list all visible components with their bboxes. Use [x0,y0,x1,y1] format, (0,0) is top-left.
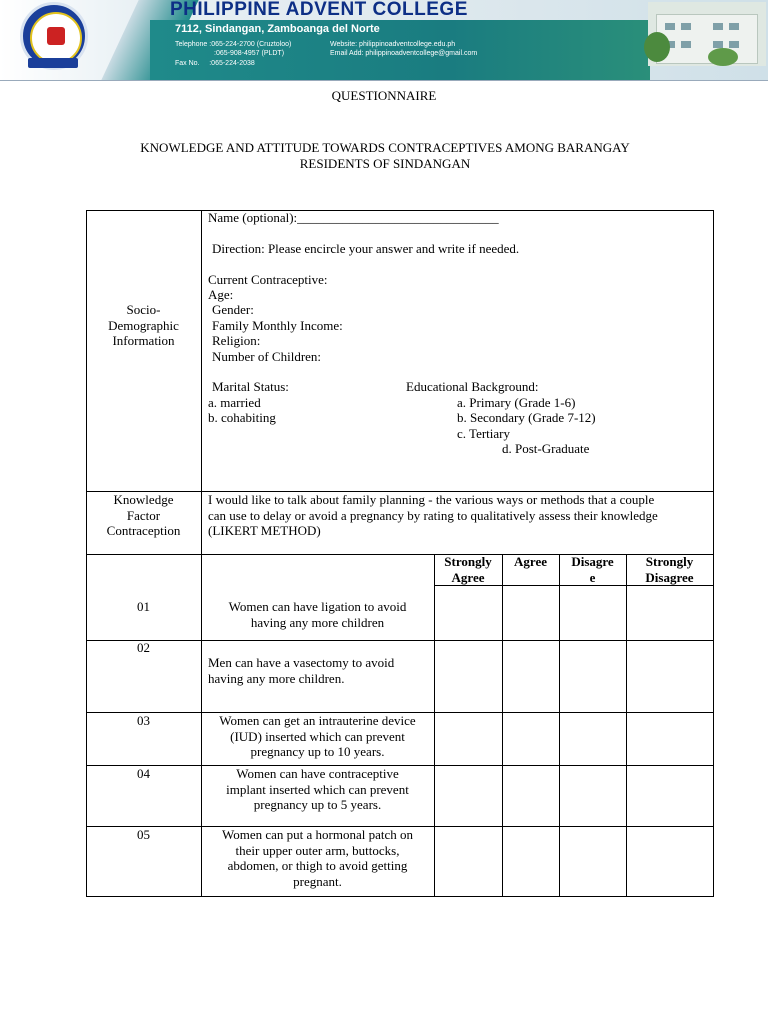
statement-line: pregnant. [293,873,342,889]
statement-line: pregnancy up to 10 years. [250,744,385,759]
education-option-d[interactable]: d. Post-Graduate [502,441,590,456]
header-line: e [589,569,596,585]
campus-building-image [648,2,766,66]
direction-text: Direction: Please encircle your answer and write if needed. [212,241,520,256]
children-field[interactable]: Number of Children: [212,349,322,364]
item-statement [201,766,434,813]
religion-field[interactable]: Religion: [212,333,261,348]
statement-line: Women can get an intrauterine device [219,713,416,728]
marital-status-label: Marital Status: [212,379,289,394]
item-number: 02 [137,640,150,655]
socio-label-line: Demographic [108,317,179,333]
socio-demographic-label [86,302,201,349]
header-disagree [559,554,626,585]
item-number: 05 [137,827,150,842]
item-statement [208,655,434,686]
header-strongly-agree [434,554,502,585]
socio-label-line: Socio- [126,302,161,317]
knowledge-label-line: Knowledge [113,492,174,507]
statement-line: having any more children [250,614,385,630]
telephone: Telephone :065-224-2700 (Cruztoloo) [175,41,292,48]
header-line: Agree [451,569,485,585]
header-agree: Agree [514,554,547,569]
statement-line: Women can put a hormonal patch on [221,827,413,842]
header-line: Disagree [645,569,694,585]
statement-line: implant inserted which can prevent [226,781,409,797]
telephone-2: :065-908-4957 (PLDT) [214,50,285,57]
fax: Fax No. :065-224-2038 [175,60,255,67]
intro-line: (LIKERT METHOD) [208,523,321,538]
intro-line: can use to delay or avoid a pregnancy by rating to qualitatively assess their knowledge [208,507,658,523]
marital-option-a[interactable]: a. married [208,395,261,410]
statement-line: their upper outer arm, buttocks, [235,842,400,858]
socio-label-line: Information [112,333,175,348]
statement-line: abdomen, or thigh to avoid getting [227,858,408,873]
study-title [100,140,670,172]
marital-option-b[interactable]: b. cohabiting [208,410,276,425]
website: Website: philippinoadventcollege.edu.ph [330,41,456,48]
header-line: Strongly [645,554,694,569]
knowledge-factor-label [86,492,201,539]
income-field[interactable]: Family Monthly Income: [212,318,343,333]
college-header [0,0,768,81]
header-strongly-disagree [626,554,713,585]
current-contraceptive-field[interactable]: Current Contraceptive: [208,272,328,287]
header-line: Strongly [444,554,492,569]
seal-ribbon [28,58,78,68]
knowledge-label-line: Factor [126,507,161,523]
statement-line: having any more children. [208,670,345,686]
intro-line: I would like to talk about family planning - the various ways or methods that a couple [208,492,655,507]
name-field[interactable]: Name (optional):_______________________________ [208,210,499,225]
college-name: PHILIPPINE ADVENT COLLEGE [170,0,468,20]
item-number: 04 [137,766,150,781]
education-label: Educational Background: [406,379,539,394]
item-number: 01 [137,599,150,614]
item-statement [201,599,434,630]
college-address: 7112, Sindangan, Zamboanga del Norte [175,23,380,35]
knowledge-intro [208,492,708,539]
statement-line: Women can have ligation to avoid [228,599,407,614]
statement-line: (IUD) inserted which can prevent [230,728,405,744]
item-statement [201,713,434,760]
questionnaire-heading: QUESTIONNAIRE [331,88,437,103]
education-option-c[interactable]: c. Tertiary [457,426,510,441]
study-title-line1: KNOWLEDGE AND ATTITUDE TOWARDS CONTRACEPTIVES AMONG BARANGAY [140,140,630,155]
knowledge-label-line: Contraception [106,523,181,538]
gender-field[interactable]: Gender: [212,302,254,317]
header-line: Disagre [571,554,614,569]
item-number: 03 [137,713,150,728]
item-statement [201,827,434,889]
email: Email Add: philippinoadventcollege@gmail.com [330,50,478,57]
statement-line: Women can have contraceptive [236,766,399,781]
questionnaire-table [86,210,714,896]
age-field[interactable]: Age: [208,287,234,302]
education-option-a[interactable]: a. Primary (Grade 1-6) [457,395,576,410]
statement-line: Men can have a vasectomy to avoid [208,655,395,670]
study-title-line2: RESIDENTS OF SINDANGAN [299,156,471,171]
statement-line: pregnancy up to 5 years. [253,797,382,812]
education-option-b[interactable]: b. Secondary (Grade 7-12) [457,410,596,425]
